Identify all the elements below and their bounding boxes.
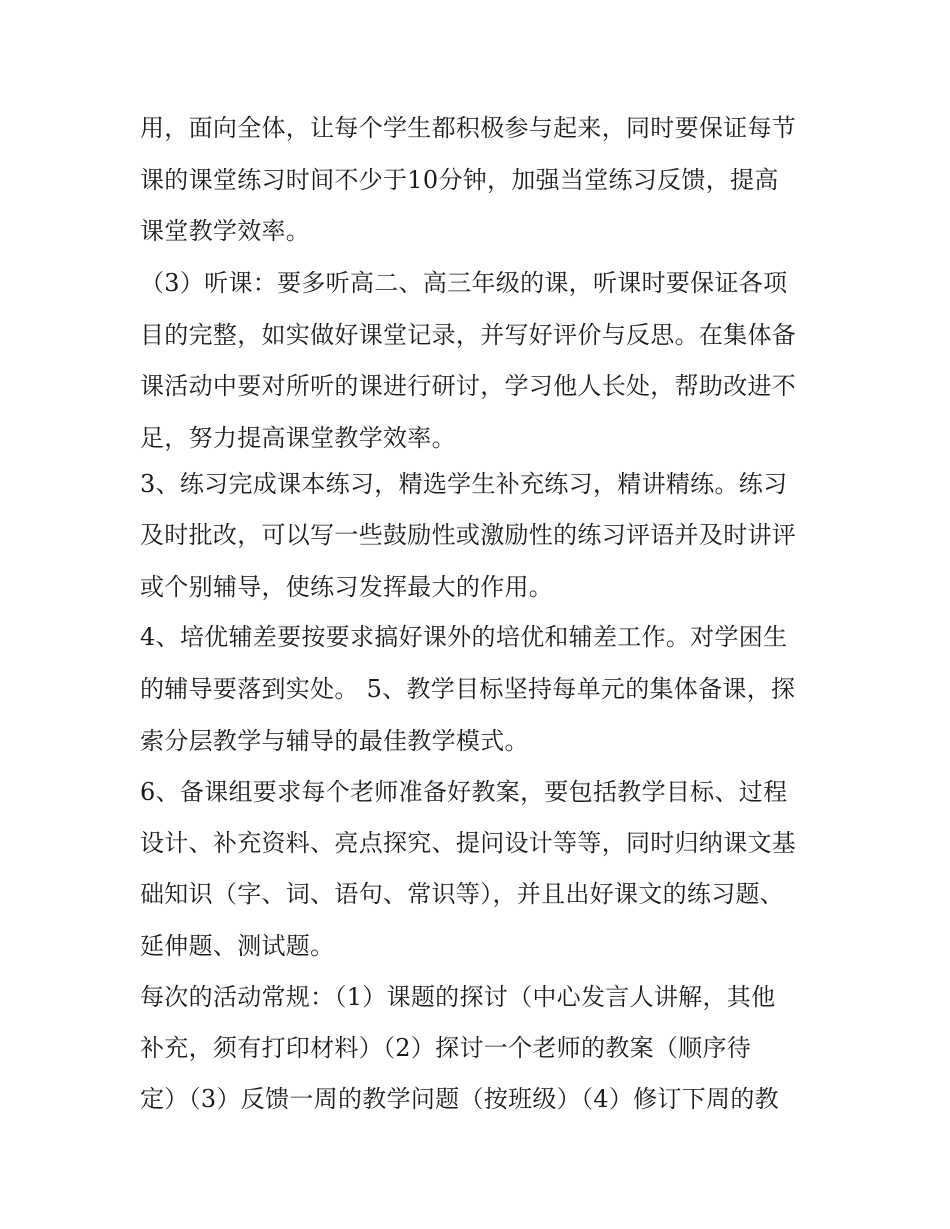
text-line: 或个别辅导，使练习发挥最大的作用。 — [140, 573, 554, 601]
text-line: 定）（3）反馈一周的教学问题（按班级）（4）修订下周的教 — [140, 1085, 779, 1113]
text-line: 延伸题、测试题。 — [140, 932, 335, 960]
text-line: 索分层教学与辅导的最佳教学模式。 — [140, 727, 529, 755]
text-line: 的辅导要落到实处。 5、教学目标坚持每单元的集体备课，探 — [140, 675, 796, 703]
text-line: 课堂教学效率。 — [140, 217, 311, 245]
text-line: 目的完整，如实做好课堂记录，并写好评价与反思。在集体备 — [140, 321, 797, 349]
text-line: 足，努力提高课堂教学效率。 — [140, 424, 456, 452]
text-line: 3、练习完成课本练习，精选学生补充练习，精讲精练。练习 — [140, 470, 788, 498]
text-line: 设计、补充资料、亮点探究、提问设计等等，同时归纳课文基 — [140, 829, 797, 857]
text-line: 及时批改，可以写一些鼓励性或激励性的练习评语并及时讲评 — [140, 521, 797, 549]
text-line: 础知识（字、词、语句、常识等），并且出好课文的练习题、 — [140, 880, 785, 908]
text-line: 用，面向全体，让每个学生都积极参与起来，同时要保证每节 — [140, 114, 797, 142]
text-line: 6、备课组要求每个老师准备好教案，要包括教学目标、过程 — [140, 778, 788, 806]
text-line: （3）听课：要多听高二、高三年级的课，听课时要保证各项 — [140, 269, 788, 297]
text-line: 课活动中要对所听的课进行研讨，学习他人长处，帮助改进不 — [140, 372, 797, 400]
text-line: 4、培优辅差要按要求搞好课外的培优和辅差工作。对学困生 — [140, 623, 788, 651]
text-line: 每次的活动常规：（1）课题的探讨（中心发言人讲解，其他 — [140, 983, 776, 1011]
text-line: 补充，须有打印材料）（2）探讨一个老师的教案（顺序待 — [140, 1034, 752, 1062]
text-line: 课的课堂练习时间不少于10分钟，加强当堂练习反馈，提高 — [140, 166, 779, 194]
